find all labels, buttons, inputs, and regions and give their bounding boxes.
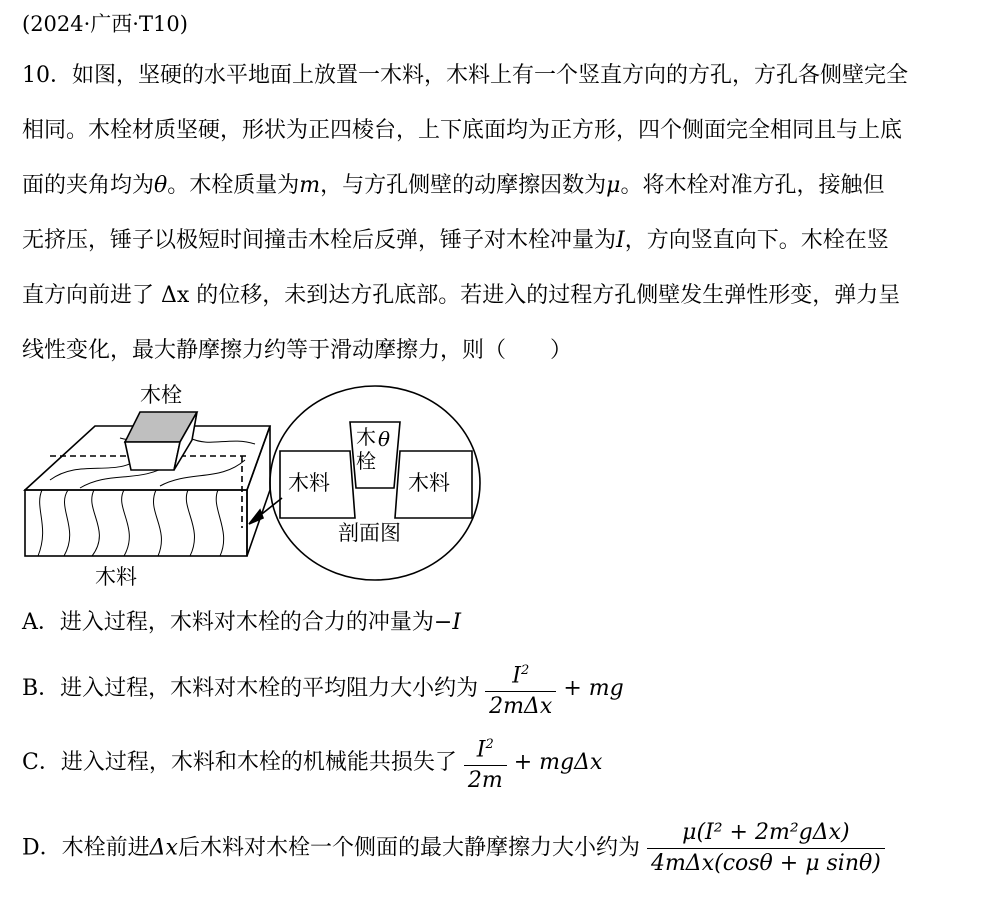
stem-text: 面的夹角均为 [22,173,155,198]
option-c-numerator: $I^2$ [464,730,507,766]
option-c-fraction [464,730,507,796]
option-b-denominator: 2mΔx [489,694,553,720]
stem-text: 。将木栓对准方孔，接触但 [620,173,885,198]
peg-front [125,442,180,470]
stem-line-3 [22,166,994,221]
label-section: 剖面图 [338,521,401,545]
option-c-denominator: 2m [467,768,503,794]
label-peg-char-1: 木 [356,425,376,449]
stem-text: ，方向竖直向下。木栓在竖 [624,228,889,253]
question-stem [22,56,994,386]
wood-right-face [247,426,270,556]
stem-line-6: 线性变化，最大静摩擦力约等于滑动摩擦力，则（ ） [22,338,573,363]
label-right-wood: 木料 [408,471,450,495]
option-a-expr: −I [433,610,462,635]
mu-symbol: μ [606,173,621,198]
option-b-numerator: $I^2$ [485,656,556,692]
stem-line-2: 相同。木栓材质坚硬，形状为正四棱台，上下底面均为正方形，四个侧面完全相同且与上底 [22,118,903,143]
option-d-label-2: 后木料对木栓一个侧面的最大静摩擦力大小约为 [177,835,640,861]
stem-text: 。木栓质量为 [167,173,300,198]
question-source: (2024·广西·T10) [22,12,188,36]
option-d-denominator: 4mΔx(cosθ + μ sinθ) [650,851,881,876]
label-peg: 木栓 [140,383,182,407]
option-c-label: C．进入过程，木料和木栓的机械能共损失了 [22,750,457,776]
label-theta: θ [378,427,391,451]
wood-front-face [25,490,247,556]
mass-symbol: m [299,173,321,198]
label-wood: 木料 [95,565,137,588]
option-a[interactable] [22,605,461,636]
stem-text: ，与方孔侧壁的动摩擦因数为 [320,173,607,198]
option-b-label: B．进入过程，木料对木栓的平均阻力大小约为 [22,676,479,702]
wood-grain [38,490,224,556]
stem-text: 无挤压，锤子以极短时间撞击木栓后反弹，锤子对木栓冲量为 [22,228,617,253]
option-d-numerator: μ(I² + 2m²gΔx) [647,818,885,849]
option-c-tail: + mgΔx [513,750,603,776]
pointer-arrowhead [249,510,263,524]
option-b[interactable] [22,656,624,722]
option-d-fraction [647,818,885,879]
theta-symbol: θ [154,173,168,198]
option-a-label: A．进入过程，木料对木栓的合力的冲量为 [22,610,434,635]
stem-line-5: 直方向前进了 Δx 的位移，未到达方孔底部。若进入的过程方孔侧壁发生弹性形变，弹力呈 [22,283,901,308]
option-d-label: D．木栓前进 [22,835,150,861]
figure [20,378,490,588]
impulse-symbol: I [616,228,625,253]
stem-line-1: 10．如图，坚硬的水平地面上放置一木料，木料上有一个竖直方向的方孔，方孔各侧壁完全 [22,63,908,88]
label-peg-char-2: 栓 [356,449,376,473]
stem-line-4 [22,221,994,276]
label-left-wood: 木料 [288,471,330,495]
option-b-tail: + mg [563,676,624,702]
option-c[interactable] [22,730,602,796]
option-d-mid: Δx [149,835,178,861]
option-d[interactable] [22,818,885,879]
option-b-fraction [485,656,556,722]
